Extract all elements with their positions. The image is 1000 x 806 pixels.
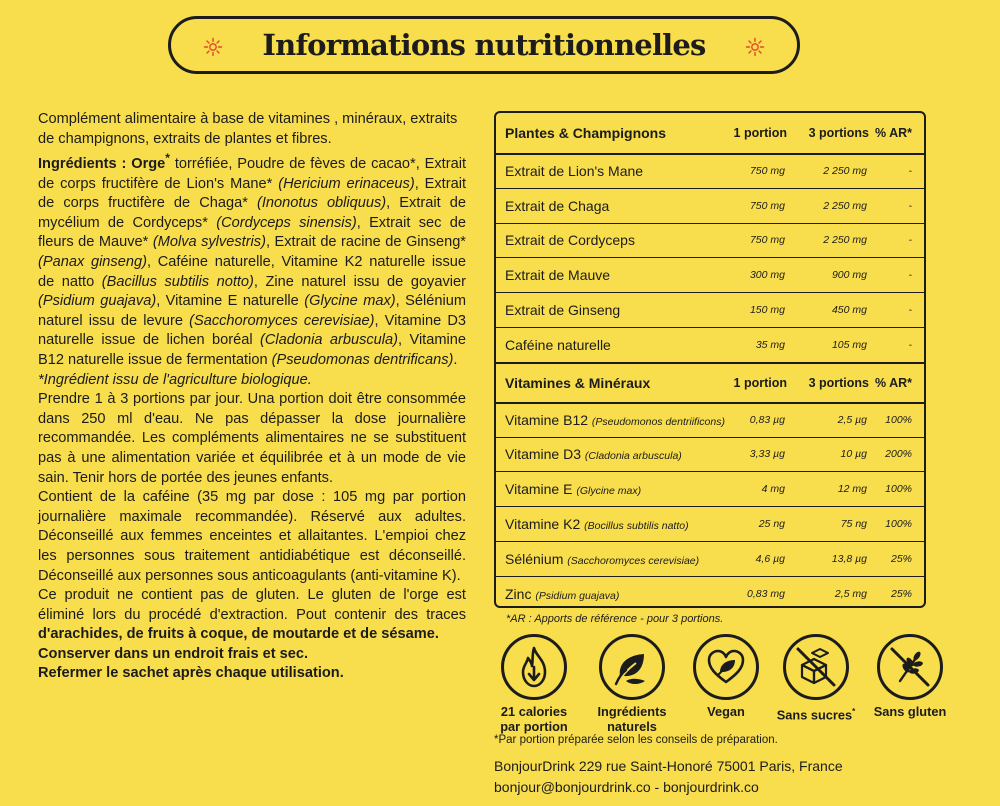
table-row (496, 576, 924, 608)
calories-footnote: *Par portion préparée selon les conseils de préparation. (494, 734, 778, 746)
row-3-portions: 13,8 µg (831, 552, 867, 565)
sun-icon (745, 37, 765, 57)
flame-icon (514, 645, 554, 689)
row-ar: 25% (890, 552, 912, 565)
badge-sugar-free: Sans sucres* (768, 634, 864, 722)
vitamin-rows (496, 402, 924, 608)
row-ar: - (908, 269, 912, 282)
row-1-portion: 150 mg (749, 304, 785, 317)
row-name: Vitamine E (Glycine max) (505, 481, 642, 498)
row-ar: 200% (885, 448, 912, 461)
row-1-portion: 4 mg (761, 483, 785, 496)
row-1-portion: 750 mg (749, 165, 785, 178)
badge-calories: 21 calories par portion (488, 634, 580, 734)
row-3-portions: 900 mg (831, 269, 867, 282)
row-ar: 100% (885, 414, 912, 427)
badge-vegan: Vegan (684, 634, 768, 719)
row-name: Caféine naturelle (505, 336, 611, 353)
badge-natural: Ingrédients naturels (584, 634, 680, 734)
row-name: Extrait de Lion's Mane (505, 163, 644, 180)
row-ar: - (908, 338, 912, 351)
row-name: Sélénium (Sacchoromyces cerevisiae) (505, 550, 700, 567)
row-3-portions: 10 µg (840, 448, 867, 461)
row-ar: 100% (885, 483, 912, 496)
row-1-portion: 0,83 mg (747, 587, 785, 600)
table-row (496, 153, 924, 188)
table-row (496, 292, 924, 327)
badge-gluten-free: Sans gluten (864, 634, 956, 719)
table-row (496, 327, 924, 362)
row-3-portions: 2 250 mg (823, 165, 867, 178)
row-1-portion: 300 mg (749, 269, 785, 282)
leaves-icon (612, 647, 652, 687)
ingredients-list: Ingrédients : Orge* torréfiée, Poudre de fèves de cacao*, Extrait de corps fructifère de Lion's Mane* (Hericium erinaceus), Extrait de corps fructifère de Chaga* (Inonotus obliquus), Extrait de mycélium de Cordyceps* (Cordyceps sinensis), Extrait sec de fleurs de Mauve* (Molva sylvestris), Extrait de racine de Ginseng* (Panax ginseng), Caféine naturelle, Vitamine K2 naturelle issue de natto (Bacillus subtilis notto), Zine naturel issu de goyavier (Psidium guajava), Vitamine E naturelle (Glycine max), Sélénium naturel issu de levure (Sacchoromyces cerevisiae), Vitamine D3 naturelle issue de lichen boréal (Cladonia arbuscula), Vitamine B12 naturelle issue de fermentation (Pseudomonas dentrificans). (38, 151, 467, 368)
row-1-portion: 25 ng (758, 518, 785, 531)
dosage-text: Prendre 1 à 3 portions par jour. Una portion doit être consommée dans 250 ml d'eau. Ne pas dépasser la dose journalière recommandée. Les compléments alimentaires ne se substituent pas à une alimentation variée et équilibrée et à un mode de vie sain. Tenir hors de portée des jeunes enfants. (38, 391, 466, 486)
no-sugar-icon (792, 643, 840, 691)
table-row (496, 223, 924, 258)
table-header-plants: Plantes & Champignons 1 portion 3 portions % AR* (505, 125, 912, 141)
row-name: Extrait de Chaga (505, 197, 610, 214)
row-ar: 100% (885, 518, 912, 531)
plants-rows (496, 153, 924, 362)
table-row (496, 188, 924, 223)
table-row (496, 437, 924, 472)
page-title: Informations nutritionnelles (262, 28, 706, 62)
row-name: Extrait de Mauve (505, 267, 611, 284)
table-row (496, 257, 924, 292)
table-row (496, 402, 924, 437)
row-name: Zinc (Psidium guajava) (505, 585, 620, 602)
row-3-portions: 450 mg (831, 304, 867, 317)
row-1-portion: 4,6 µg (755, 552, 785, 565)
caffeine-warning: Contient de la caféine (35 mg par dose : 105 mg par portion journalière maximale recommandée). Réservé aux adultes. Déconseillé aux femmes enceintes et allaitantes. L'empioi chez les personnes sous traitement antidiabétique est déconseillé. Déconseillé aux personnes sous anticoagulants (anti-vitamine K). (38, 489, 466, 584)
row-3-portions: 2 250 mg (823, 234, 867, 247)
row-3-portions: 12 mg (837, 483, 867, 496)
row-1-portion: 35 mg (755, 338, 785, 351)
product-intro: Complément alimentaire à base de vitamines , minéraux, extraits de champignons, extraits de plantes et fibres. (38, 111, 458, 147)
sun-icon (203, 37, 223, 57)
row-1-portion: 750 mg (749, 234, 785, 247)
storage-text: Conserver dans un endroit frais et sec. Refermer le sachet après chaque utilisation. (38, 645, 344, 682)
row-ar: 25% (890, 587, 912, 600)
company-address: BonjourDrink 229 rue Saint-Honoré 75001 Paris, France bonjour@bonjourdrink.co - bonjourdrink.co (494, 758, 843, 795)
title-banner (168, 16, 800, 74)
table-row (496, 506, 924, 541)
table-header-vitamins: Vitamines & Minéraux 1 portion 3 portions % AR* (496, 362, 924, 402)
heart-leaf-icon (705, 648, 747, 686)
row-1-portion: 750 mg (749, 199, 785, 212)
row-ar: - (908, 199, 912, 212)
description-column (38, 110, 466, 684)
table-row (496, 541, 924, 576)
reference-intake-note: *AR : Apports de référence - pour 3 portions. (506, 613, 724, 625)
feature-badges (488, 634, 958, 734)
row-ar: - (908, 234, 912, 247)
row-3-portions: 2 250 mg (823, 199, 867, 212)
row-3-portions: 2,5 µg (837, 414, 867, 427)
row-name: Extrait de Cordyceps (505, 232, 635, 249)
row-1-portion: 0,83 µg (749, 414, 785, 427)
row-name: Vitamine K2 (Bocillus subtilis natto) (505, 516, 689, 533)
row-name: Vitamine D3 (Cladonia arbuscula) (505, 446, 682, 463)
nutrition-table (494, 111, 926, 608)
row-ar: - (908, 304, 912, 317)
no-gluten-icon (886, 643, 934, 691)
organic-note: *Ingrédient issu de l'agriculture biologique. (38, 371, 312, 388)
row-3-portions: 2,5 mg (834, 587, 867, 600)
table-row (496, 471, 924, 506)
row-3-portions: 105 mg (831, 338, 867, 351)
allergen-text: Ce produit ne contient pas de gluten. Le gluten de l'orge est éliminé lors du procédé d'extraction. Pout contenir des traces d'arachides, de fruits à coque, de moutarde et de sésame. (38, 587, 466, 643)
row-ar: - (908, 165, 912, 178)
row-3-portions: 75 ng (840, 518, 867, 531)
row-name: Extrait de Ginseng (505, 302, 621, 319)
row-1-portion: 3,33 µg (749, 448, 785, 461)
row-name: Vitamine B12 (Pseudomonos dentriificons) (505, 412, 725, 429)
